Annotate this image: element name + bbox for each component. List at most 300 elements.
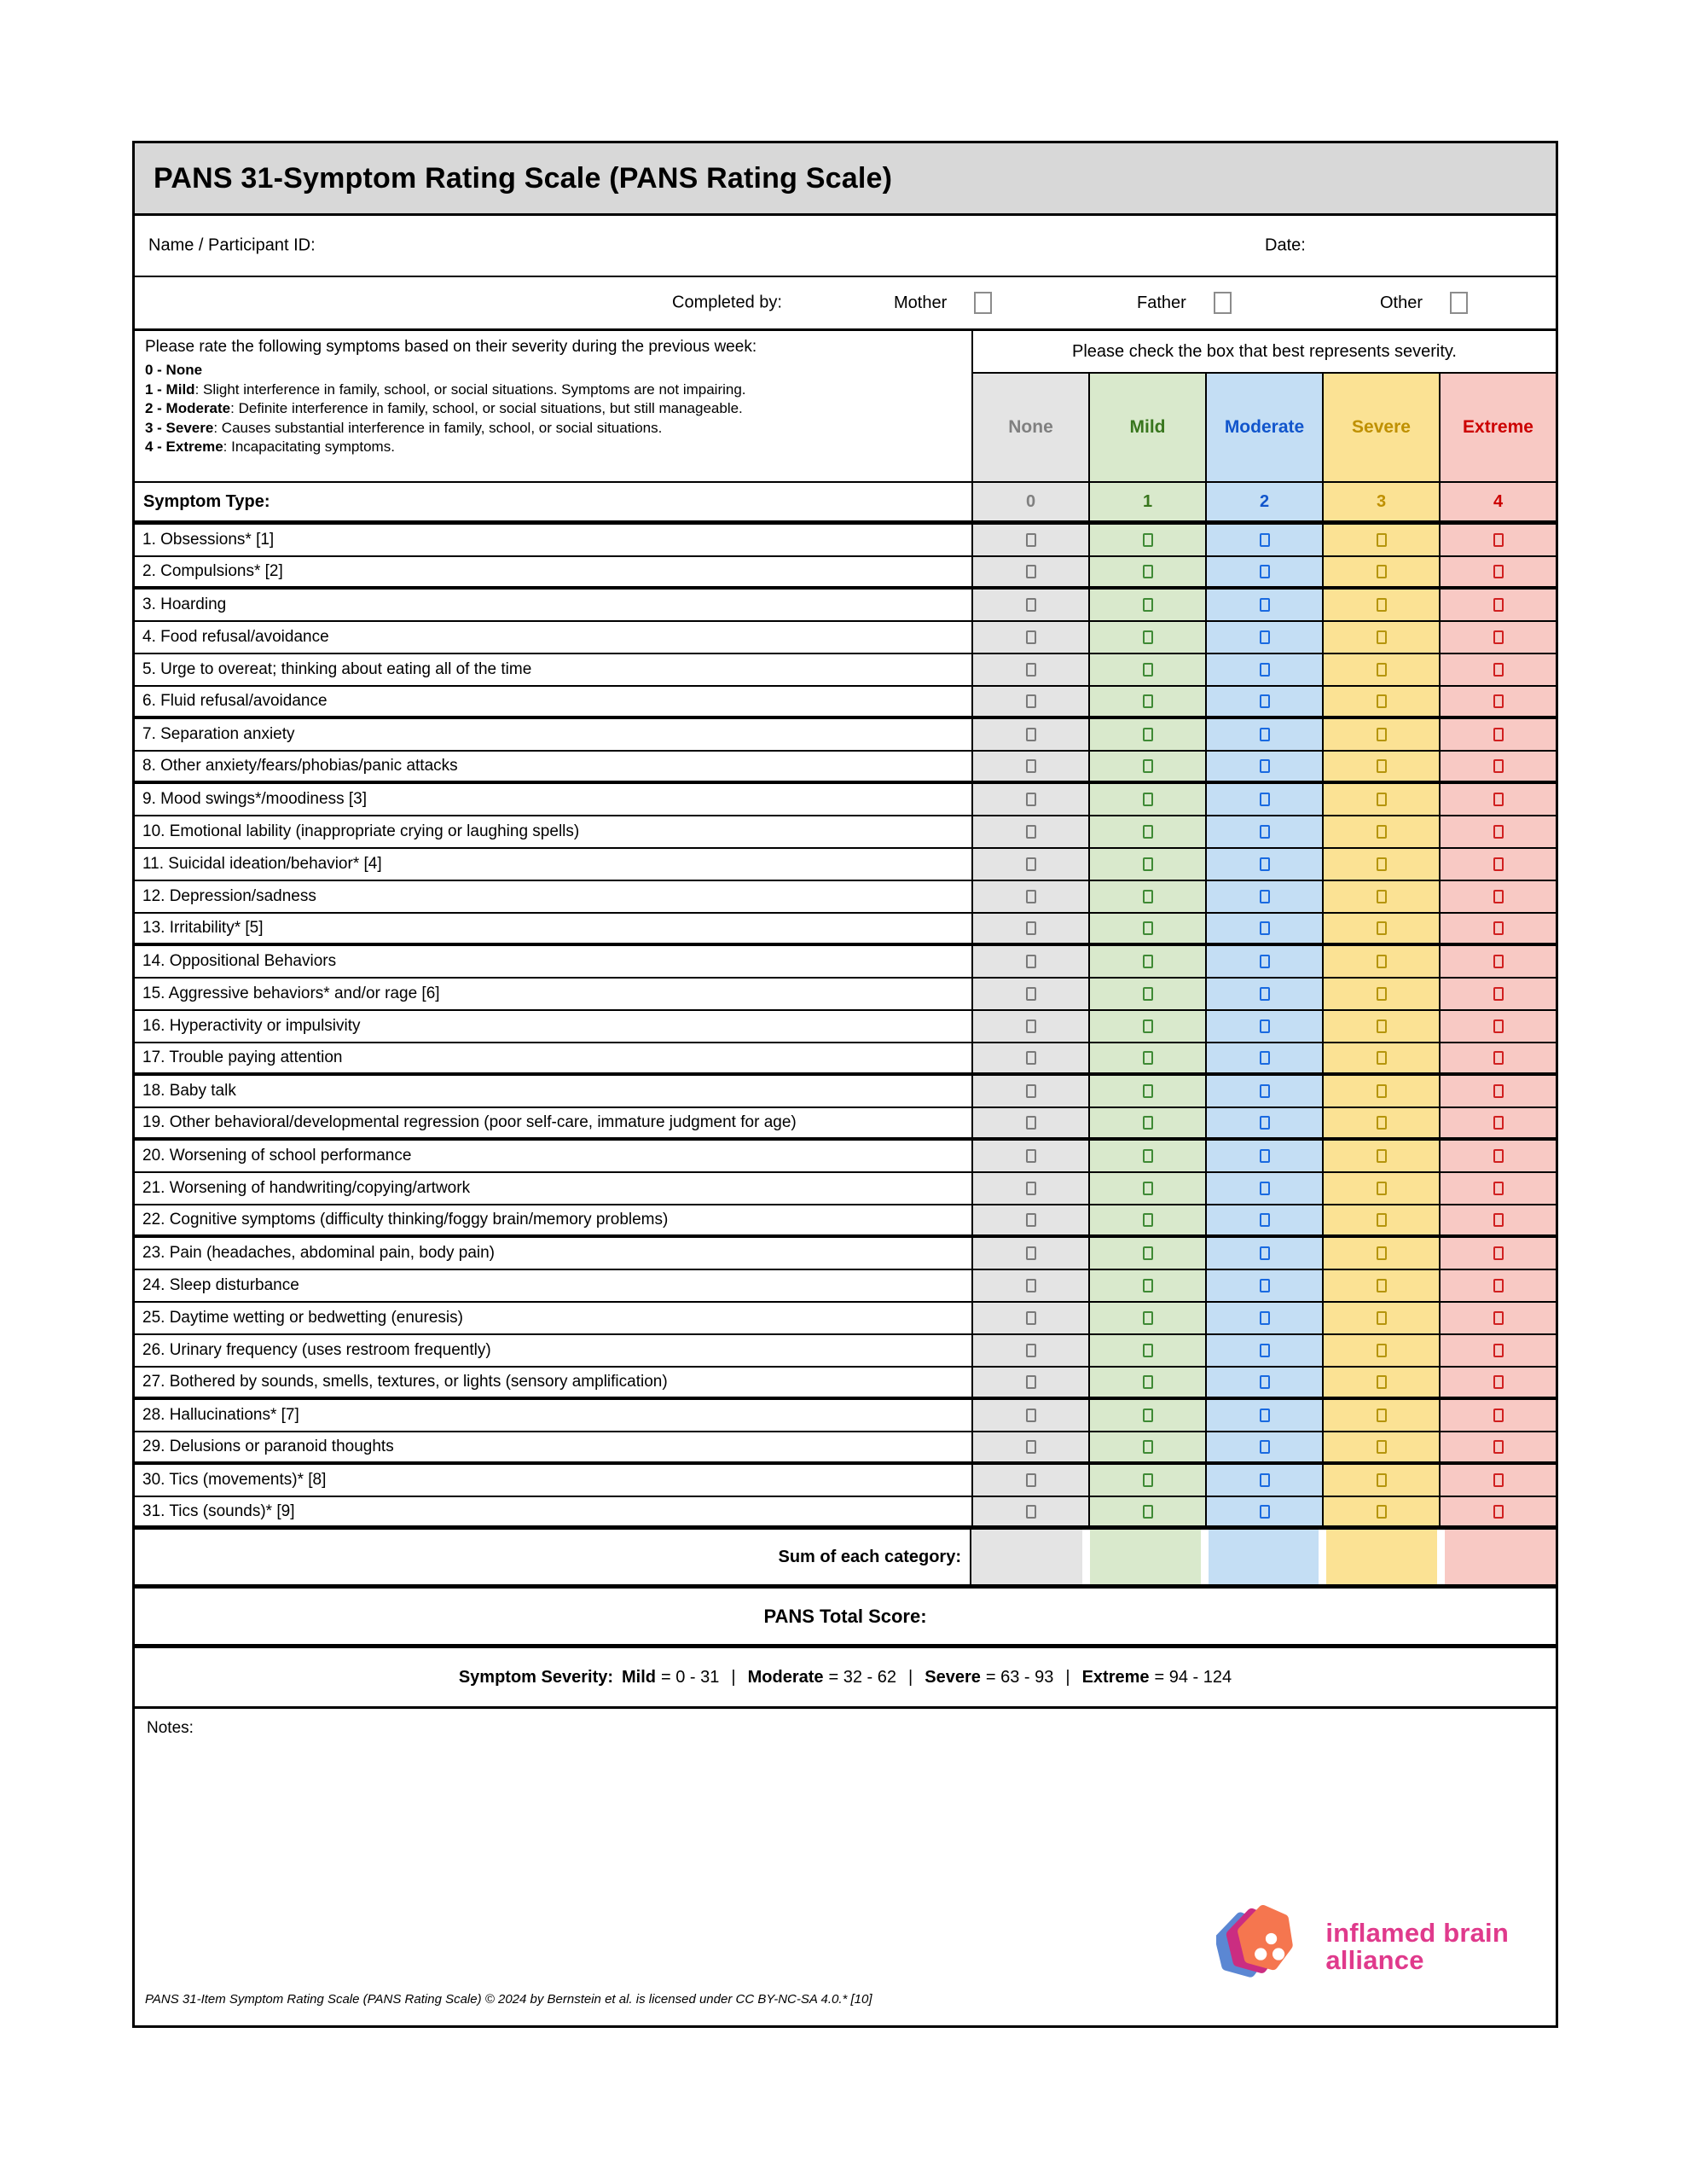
rating-checkbox-icon[interactable]: [1260, 728, 1270, 741]
rating-checkbox-icon[interactable]: [1493, 533, 1504, 547]
rating-cell-moderate[interactable]: [1205, 687, 1322, 716]
rating-cell-mild[interactable]: [1088, 1205, 1205, 1234]
rating-checkbox-icon[interactable]: [1260, 1084, 1270, 1098]
rating-cell-mild[interactable]: [1088, 1011, 1205, 1042]
rating-cell-none[interactable]: [971, 1432, 1088, 1461]
rating-cell-extreme[interactable]: [1439, 654, 1556, 685]
rating-cell-moderate[interactable]: [1205, 1465, 1322, 1496]
rating-cell-mild[interactable]: [1088, 1043, 1205, 1072]
rating-checkbox-icon[interactable]: [1260, 1473, 1270, 1487]
rating-cell-moderate[interactable]: [1205, 1173, 1322, 1204]
rating-cell-extreme[interactable]: [1439, 816, 1556, 847]
rating-cell-moderate[interactable]: [1205, 1108, 1322, 1137]
rating-cell-extreme[interactable]: [1439, 1400, 1556, 1431]
rating-cell-severe[interactable]: [1322, 979, 1439, 1009]
rating-cell-none[interactable]: [971, 752, 1088, 781]
rating-checkbox-icon[interactable]: [1377, 565, 1387, 578]
rating-cell-severe[interactable]: [1322, 1141, 1439, 1171]
rating-cell-extreme[interactable]: [1439, 1465, 1556, 1496]
rating-cell-moderate[interactable]: [1205, 752, 1322, 781]
rating-checkbox-icon[interactable]: [1377, 1505, 1387, 1519]
rating-cell-severe[interactable]: [1322, 1400, 1439, 1431]
father-checkbox-icon[interactable]: [1214, 292, 1232, 314]
rating-checkbox-icon[interactable]: [1143, 663, 1153, 677]
rating-checkbox-icon[interactable]: [1026, 533, 1036, 547]
rating-cell-severe[interactable]: [1322, 784, 1439, 815]
rating-checkbox-icon[interactable]: [1493, 1409, 1504, 1422]
rating-cell-moderate[interactable]: [1205, 1303, 1322, 1333]
rating-checkbox-icon[interactable]: [1260, 1246, 1270, 1260]
rating-checkbox-icon[interactable]: [1026, 1409, 1036, 1422]
rating-checkbox-icon[interactable]: [1377, 1246, 1387, 1260]
rating-checkbox-icon[interactable]: [1026, 793, 1036, 806]
rating-checkbox-icon[interactable]: [1143, 1375, 1153, 1389]
rating-cell-severe[interactable]: [1322, 1205, 1439, 1234]
rating-cell-mild[interactable]: [1088, 784, 1205, 815]
rating-cell-severe[interactable]: [1322, 1335, 1439, 1366]
rating-cell-none[interactable]: [971, 1173, 1088, 1204]
rating-cell-severe[interactable]: [1322, 654, 1439, 685]
rating-cell-extreme[interactable]: [1439, 1238, 1556, 1269]
rating-checkbox-icon[interactable]: [1260, 663, 1270, 677]
rating-checkbox-icon[interactable]: [1026, 1440, 1036, 1454]
rating-checkbox-icon[interactable]: [1260, 987, 1270, 1001]
rating-cell-none[interactable]: [971, 784, 1088, 815]
rating-checkbox-icon[interactable]: [1493, 1213, 1504, 1227]
rating-checkbox-icon[interactable]: [1377, 1019, 1387, 1033]
rating-cell-extreme[interactable]: [1439, 784, 1556, 815]
rating-checkbox-icon[interactable]: [1493, 1116, 1504, 1130]
rating-checkbox-icon[interactable]: [1260, 1375, 1270, 1389]
rating-cell-none[interactable]: [971, 654, 1088, 685]
rating-checkbox-icon[interactable]: [1260, 825, 1270, 839]
rating-cell-mild[interactable]: [1088, 849, 1205, 880]
rating-checkbox-icon[interactable]: [1143, 825, 1153, 839]
rating-cell-moderate[interactable]: [1205, 1335, 1322, 1366]
rating-checkbox-icon[interactable]: [1260, 857, 1270, 871]
rating-cell-mild[interactable]: [1088, 719, 1205, 750]
rating-checkbox-icon[interactable]: [1493, 1182, 1504, 1195]
rating-checkbox-icon[interactable]: [1143, 1084, 1153, 1098]
rating-checkbox-icon[interactable]: [1377, 1311, 1387, 1325]
rating-checkbox-icon[interactable]: [1026, 759, 1036, 773]
rating-checkbox-icon[interactable]: [1143, 987, 1153, 1001]
rating-cell-mild[interactable]: [1088, 622, 1205, 653]
rating-checkbox-icon[interactable]: [1143, 1344, 1153, 1357]
rating-checkbox-icon[interactable]: [1493, 1375, 1504, 1389]
rating-checkbox-icon[interactable]: [1026, 1473, 1036, 1487]
rating-cell-moderate[interactable]: [1205, 914, 1322, 943]
rating-cell-mild[interactable]: [1088, 1238, 1205, 1269]
rating-checkbox-icon[interactable]: [1026, 1149, 1036, 1163]
rating-cell-moderate[interactable]: [1205, 1205, 1322, 1234]
rating-cell-none[interactable]: [971, 1011, 1088, 1042]
rating-cell-severe[interactable]: [1322, 946, 1439, 977]
rating-cell-extreme[interactable]: [1439, 622, 1556, 653]
rating-checkbox-icon[interactable]: [1377, 1051, 1387, 1065]
rating-checkbox-icon[interactable]: [1260, 1440, 1270, 1454]
rating-checkbox-icon[interactable]: [1143, 1279, 1153, 1292]
rating-cell-none[interactable]: [971, 1076, 1088, 1107]
rating-cell-mild[interactable]: [1088, 816, 1205, 847]
rating-cell-severe[interactable]: [1322, 849, 1439, 880]
rating-checkbox-icon[interactable]: [1143, 1182, 1153, 1195]
rating-checkbox-icon[interactable]: [1377, 1440, 1387, 1454]
rating-checkbox-icon[interactable]: [1377, 1409, 1387, 1422]
rating-checkbox-icon[interactable]: [1260, 1279, 1270, 1292]
rating-cell-severe[interactable]: [1322, 1270, 1439, 1301]
rating-checkbox-icon[interactable]: [1493, 565, 1504, 578]
rating-cell-extreme[interactable]: [1439, 914, 1556, 943]
rating-checkbox-icon[interactable]: [1026, 694, 1036, 708]
rating-checkbox-icon[interactable]: [1377, 728, 1387, 741]
rating-checkbox-icon[interactable]: [1026, 663, 1036, 677]
rating-cell-moderate[interactable]: [1205, 1141, 1322, 1171]
rating-cell-mild[interactable]: [1088, 654, 1205, 685]
rating-checkbox-icon[interactable]: [1026, 1311, 1036, 1325]
rating-cell-extreme[interactable]: [1439, 1432, 1556, 1461]
rating-cell-moderate[interactable]: [1205, 946, 1322, 977]
rating-checkbox-icon[interactable]: [1143, 890, 1153, 903]
rating-checkbox-icon[interactable]: [1493, 1473, 1504, 1487]
rating-checkbox-icon[interactable]: [1377, 630, 1387, 644]
rating-cell-severe[interactable]: [1322, 622, 1439, 653]
rating-cell-extreme[interactable]: [1439, 1497, 1556, 1525]
rating-checkbox-icon[interactable]: [1493, 955, 1504, 968]
rating-cell-moderate[interactable]: [1205, 622, 1322, 653]
rating-checkbox-icon[interactable]: [1026, 987, 1036, 1001]
rating-cell-extreme[interactable]: [1439, 590, 1556, 620]
rating-checkbox-icon[interactable]: [1493, 759, 1504, 773]
rating-cell-extreme[interactable]: [1439, 1270, 1556, 1301]
rating-checkbox-icon[interactable]: [1143, 1019, 1153, 1033]
rating-cell-mild[interactable]: [1088, 557, 1205, 586]
rating-cell-moderate[interactable]: [1205, 1400, 1322, 1431]
rating-cell-extreme[interactable]: [1439, 1043, 1556, 1072]
rating-checkbox-icon[interactable]: [1026, 1344, 1036, 1357]
rating-cell-extreme[interactable]: [1439, 946, 1556, 977]
rating-cell-none[interactable]: [971, 881, 1088, 912]
rating-checkbox-icon[interactable]: [1493, 728, 1504, 741]
rating-cell-none[interactable]: [971, 1303, 1088, 1333]
rating-cell-mild[interactable]: [1088, 1335, 1205, 1366]
rating-checkbox-icon[interactable]: [1143, 1473, 1153, 1487]
rating-checkbox-icon[interactable]: [1493, 987, 1504, 1001]
rating-cell-severe[interactable]: [1322, 719, 1439, 750]
rating-checkbox-icon[interactable]: [1493, 663, 1504, 677]
rating-checkbox-icon[interactable]: [1377, 1344, 1387, 1357]
rating-checkbox-icon[interactable]: [1026, 857, 1036, 871]
rating-checkbox-icon[interactable]: [1143, 759, 1153, 773]
rating-cell-extreme[interactable]: [1439, 979, 1556, 1009]
rating-cell-severe[interactable]: [1322, 525, 1439, 555]
rating-checkbox-icon[interactable]: [1143, 728, 1153, 741]
rating-cell-severe[interactable]: [1322, 687, 1439, 716]
rating-checkbox-icon[interactable]: [1260, 1116, 1270, 1130]
rating-checkbox-icon[interactable]: [1260, 1505, 1270, 1519]
rating-cell-moderate[interactable]: [1205, 1043, 1322, 1072]
rating-cell-mild[interactable]: [1088, 1108, 1205, 1137]
rating-checkbox-icon[interactable]: [1377, 694, 1387, 708]
rating-cell-moderate[interactable]: [1205, 1076, 1322, 1107]
rating-cell-moderate[interactable]: [1205, 1497, 1322, 1525]
rating-checkbox-icon[interactable]: [1260, 1344, 1270, 1357]
rating-checkbox-icon[interactable]: [1026, 598, 1036, 612]
rating-checkbox-icon[interactable]: [1493, 1246, 1504, 1260]
rating-cell-severe[interactable]: [1322, 1043, 1439, 1072]
rating-checkbox-icon[interactable]: [1377, 857, 1387, 871]
rating-checkbox-icon[interactable]: [1026, 825, 1036, 839]
rating-checkbox-icon[interactable]: [1377, 793, 1387, 806]
rating-cell-moderate[interactable]: [1205, 1368, 1322, 1397]
rating-checkbox-icon[interactable]: [1493, 857, 1504, 871]
rating-cell-mild[interactable]: [1088, 1465, 1205, 1496]
rating-checkbox-icon[interactable]: [1377, 1116, 1387, 1130]
rating-cell-moderate[interactable]: [1205, 525, 1322, 555]
rating-checkbox-icon[interactable]: [1260, 1409, 1270, 1422]
rating-checkbox-icon[interactable]: [1377, 1473, 1387, 1487]
rating-checkbox-icon[interactable]: [1143, 1051, 1153, 1065]
rating-cell-moderate[interactable]: [1205, 1011, 1322, 1042]
rating-cell-none[interactable]: [971, 1238, 1088, 1269]
rating-cell-none[interactable]: [971, 849, 1088, 880]
rating-cell-severe[interactable]: [1322, 1432, 1439, 1461]
rating-cell-extreme[interactable]: [1439, 719, 1556, 750]
rating-cell-moderate[interactable]: [1205, 1270, 1322, 1301]
rating-checkbox-icon[interactable]: [1493, 630, 1504, 644]
rating-checkbox-icon[interactable]: [1026, 1051, 1036, 1065]
rating-checkbox-icon[interactable]: [1493, 1051, 1504, 1065]
rating-checkbox-icon[interactable]: [1143, 630, 1153, 644]
rating-cell-severe[interactable]: [1322, 1497, 1439, 1525]
rating-cell-severe[interactable]: [1322, 752, 1439, 781]
rating-checkbox-icon[interactable]: [1493, 1279, 1504, 1292]
rating-checkbox-icon[interactable]: [1260, 630, 1270, 644]
rating-cell-none[interactable]: [971, 525, 1088, 555]
rating-checkbox-icon[interactable]: [1377, 921, 1387, 935]
rating-checkbox-icon[interactable]: [1260, 1149, 1270, 1163]
rating-checkbox-icon[interactable]: [1377, 987, 1387, 1001]
rating-checkbox-icon[interactable]: [1026, 1375, 1036, 1389]
rating-cell-extreme[interactable]: [1439, 1011, 1556, 1042]
rating-cell-none[interactable]: [971, 1400, 1088, 1431]
rating-cell-none[interactable]: [971, 1205, 1088, 1234]
rating-checkbox-icon[interactable]: [1377, 1149, 1387, 1163]
rating-checkbox-icon[interactable]: [1377, 533, 1387, 547]
rating-checkbox-icon[interactable]: [1026, 921, 1036, 935]
rating-checkbox-icon[interactable]: [1260, 598, 1270, 612]
rating-cell-mild[interactable]: [1088, 1141, 1205, 1171]
sum-cell-none[interactable]: [971, 1530, 1082, 1584]
rating-checkbox-icon[interactable]: [1143, 694, 1153, 708]
rating-checkbox-icon[interactable]: [1377, 955, 1387, 968]
rating-checkbox-icon[interactable]: [1493, 598, 1504, 612]
rating-checkbox-icon[interactable]: [1260, 1051, 1270, 1065]
rating-checkbox-icon[interactable]: [1026, 1019, 1036, 1033]
rating-cell-severe[interactable]: [1322, 1303, 1439, 1333]
rating-cell-extreme[interactable]: [1439, 1368, 1556, 1397]
rating-checkbox-icon[interactable]: [1143, 1440, 1153, 1454]
rating-checkbox-icon[interactable]: [1026, 1116, 1036, 1130]
rating-cell-severe[interactable]: [1322, 590, 1439, 620]
rating-cell-none[interactable]: [971, 590, 1088, 620]
rating-cell-mild[interactable]: [1088, 914, 1205, 943]
rating-cell-none[interactable]: [971, 1043, 1088, 1072]
sum-cell-severe[interactable]: [1326, 1530, 1437, 1584]
rating-cell-none[interactable]: [971, 1335, 1088, 1366]
notes-section[interactable]: [135, 1709, 1556, 2025]
rating-checkbox-icon[interactable]: [1260, 1019, 1270, 1033]
rating-cell-moderate[interactable]: [1205, 719, 1322, 750]
rating-checkbox-icon[interactable]: [1143, 955, 1153, 968]
rating-cell-mild[interactable]: [1088, 525, 1205, 555]
rating-cell-severe[interactable]: [1322, 816, 1439, 847]
rating-cell-moderate[interactable]: [1205, 881, 1322, 912]
rating-checkbox-icon[interactable]: [1377, 1279, 1387, 1292]
rating-checkbox-icon[interactable]: [1026, 565, 1036, 578]
rating-cell-mild[interactable]: [1088, 590, 1205, 620]
rating-cell-moderate[interactable]: [1205, 590, 1322, 620]
rating-cell-mild[interactable]: [1088, 1368, 1205, 1397]
rating-checkbox-icon[interactable]: [1026, 728, 1036, 741]
rating-cell-extreme[interactable]: [1439, 1303, 1556, 1333]
rating-cell-none[interactable]: [971, 1270, 1088, 1301]
rating-checkbox-icon[interactable]: [1026, 1182, 1036, 1195]
rating-checkbox-icon[interactable]: [1493, 1344, 1504, 1357]
rating-checkbox-icon[interactable]: [1260, 565, 1270, 578]
rating-checkbox-icon[interactable]: [1143, 793, 1153, 806]
rating-checkbox-icon[interactable]: [1143, 565, 1153, 578]
rating-cell-none[interactable]: [971, 719, 1088, 750]
sum-cell-moderate[interactable]: [1209, 1530, 1319, 1584]
rating-cell-severe[interactable]: [1322, 1011, 1439, 1042]
rating-checkbox-icon[interactable]: [1377, 890, 1387, 903]
rating-cell-none[interactable]: [971, 1108, 1088, 1137]
rating-checkbox-icon[interactable]: [1377, 1084, 1387, 1098]
rating-cell-severe[interactable]: [1322, 1173, 1439, 1204]
rating-cell-extreme[interactable]: [1439, 1205, 1556, 1234]
rating-cell-mild[interactable]: [1088, 1173, 1205, 1204]
rating-cell-none[interactable]: [971, 1368, 1088, 1397]
rating-checkbox-icon[interactable]: [1260, 921, 1270, 935]
pans-total-score-row[interactable]: [135, 1589, 1556, 1648]
sum-cell-extreme[interactable]: [1445, 1530, 1556, 1584]
rating-cell-extreme[interactable]: [1439, 1173, 1556, 1204]
rating-checkbox-icon[interactable]: [1143, 598, 1153, 612]
rating-cell-none[interactable]: [971, 946, 1088, 977]
rating-cell-none[interactable]: [971, 687, 1088, 716]
rating-checkbox-icon[interactable]: [1026, 1246, 1036, 1260]
rating-cell-none[interactable]: [971, 914, 1088, 943]
rating-cell-extreme[interactable]: [1439, 1141, 1556, 1171]
rating-cell-mild[interactable]: [1088, 1076, 1205, 1107]
rating-cell-mild[interactable]: [1088, 1270, 1205, 1301]
rating-cell-moderate[interactable]: [1205, 557, 1322, 586]
rating-checkbox-icon[interactable]: [1260, 759, 1270, 773]
rating-cell-extreme[interactable]: [1439, 687, 1556, 716]
rating-checkbox-icon[interactable]: [1260, 793, 1270, 806]
rating-checkbox-icon[interactable]: [1493, 1084, 1504, 1098]
rating-checkbox-icon[interactable]: [1026, 1505, 1036, 1519]
rating-cell-mild[interactable]: [1088, 1400, 1205, 1431]
rating-cell-severe[interactable]: [1322, 1368, 1439, 1397]
rating-checkbox-icon[interactable]: [1143, 1149, 1153, 1163]
rating-checkbox-icon[interactable]: [1377, 598, 1387, 612]
rating-cell-severe[interactable]: [1322, 1465, 1439, 1496]
rating-checkbox-icon[interactable]: [1026, 955, 1036, 968]
rating-checkbox-icon[interactable]: [1260, 955, 1270, 968]
rating-cell-none[interactable]: [971, 622, 1088, 653]
rating-cell-mild[interactable]: [1088, 1303, 1205, 1333]
rating-cell-extreme[interactable]: [1439, 525, 1556, 555]
rating-checkbox-icon[interactable]: [1260, 694, 1270, 708]
rating-checkbox-icon[interactable]: [1493, 921, 1504, 935]
rating-cell-extreme[interactable]: [1439, 1108, 1556, 1137]
rating-cell-none[interactable]: [971, 816, 1088, 847]
rating-checkbox-icon[interactable]: [1026, 1279, 1036, 1292]
rating-checkbox-icon[interactable]: [1260, 1311, 1270, 1325]
rating-cell-none[interactable]: [971, 1465, 1088, 1496]
rating-cell-mild[interactable]: [1088, 946, 1205, 977]
rating-cell-extreme[interactable]: [1439, 1076, 1556, 1107]
rating-checkbox-icon[interactable]: [1493, 1440, 1504, 1454]
rating-cell-severe[interactable]: [1322, 1076, 1439, 1107]
rating-checkbox-icon[interactable]: [1143, 1116, 1153, 1130]
mother-checkbox-icon[interactable]: [974, 292, 992, 314]
rating-cell-extreme[interactable]: [1439, 557, 1556, 586]
rating-checkbox-icon[interactable]: [1143, 1311, 1153, 1325]
rating-checkbox-icon[interactable]: [1377, 1182, 1387, 1195]
rating-checkbox-icon[interactable]: [1143, 1246, 1153, 1260]
rating-checkbox-icon[interactable]: [1143, 533, 1153, 547]
rating-checkbox-icon[interactable]: [1493, 1149, 1504, 1163]
rating-checkbox-icon[interactable]: [1026, 1084, 1036, 1098]
rating-checkbox-icon[interactable]: [1260, 533, 1270, 547]
rating-cell-moderate[interactable]: [1205, 849, 1322, 880]
rating-checkbox-icon[interactable]: [1377, 663, 1387, 677]
rating-cell-none[interactable]: [971, 979, 1088, 1009]
rating-cell-mild[interactable]: [1088, 1432, 1205, 1461]
rating-cell-moderate[interactable]: [1205, 1238, 1322, 1269]
rating-cell-mild[interactable]: [1088, 752, 1205, 781]
rating-checkbox-icon[interactable]: [1143, 921, 1153, 935]
rating-checkbox-icon[interactable]: [1143, 857, 1153, 871]
sum-cell-mild[interactable]: [1090, 1530, 1201, 1584]
rating-checkbox-icon[interactable]: [1493, 1505, 1504, 1519]
rating-cell-none[interactable]: [971, 557, 1088, 586]
rating-cell-severe[interactable]: [1322, 557, 1439, 586]
rating-checkbox-icon[interactable]: [1493, 825, 1504, 839]
rating-cell-mild[interactable]: [1088, 979, 1205, 1009]
rating-checkbox-icon[interactable]: [1493, 793, 1504, 806]
rating-checkbox-icon[interactable]: [1260, 890, 1270, 903]
rating-checkbox-icon[interactable]: [1026, 630, 1036, 644]
rating-cell-mild[interactable]: [1088, 881, 1205, 912]
rating-checkbox-icon[interactable]: [1493, 1311, 1504, 1325]
rating-cell-severe[interactable]: [1322, 914, 1439, 943]
rating-checkbox-icon[interactable]: [1143, 1409, 1153, 1422]
rating-checkbox-icon[interactable]: [1493, 1019, 1504, 1033]
rating-cell-extreme[interactable]: [1439, 752, 1556, 781]
rating-checkbox-icon[interactable]: [1260, 1182, 1270, 1195]
rating-checkbox-icon[interactable]: [1493, 890, 1504, 903]
other-checkbox-icon[interactable]: [1450, 292, 1468, 314]
rating-cell-extreme[interactable]: [1439, 1335, 1556, 1366]
rating-cell-moderate[interactable]: [1205, 1432, 1322, 1461]
rating-cell-none[interactable]: [971, 1497, 1088, 1525]
rating-cell-severe[interactable]: [1322, 1108, 1439, 1137]
rating-checkbox-icon[interactable]: [1143, 1213, 1153, 1227]
